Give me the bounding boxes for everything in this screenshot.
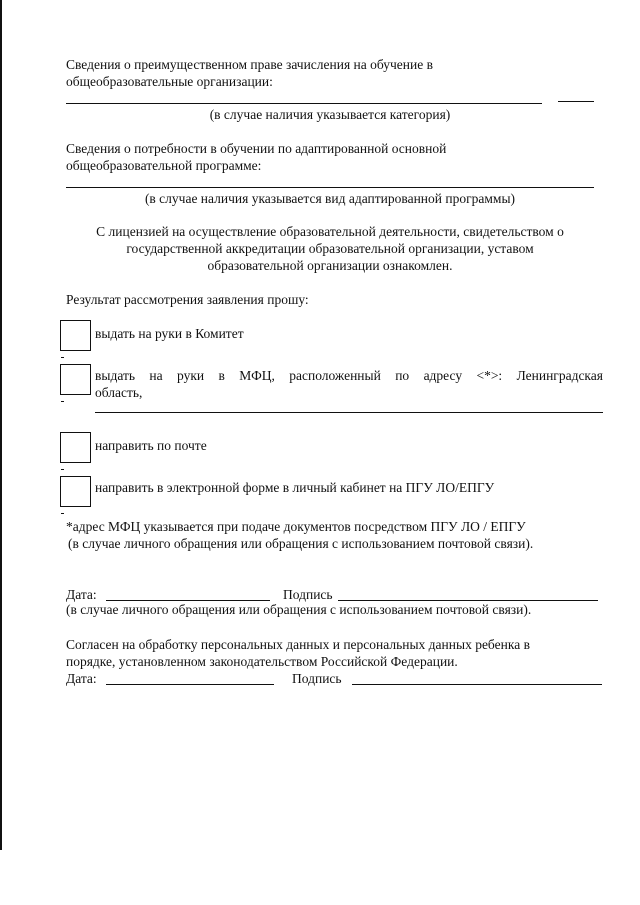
license-line3: образовательной организации ознакомлен. xyxy=(207,258,453,273)
scan-edge xyxy=(0,0,2,850)
adapted-program-heading-line1: Сведения о потребности в обучении по адаптированной основной xyxy=(66,141,447,156)
mfc-note-line1: *адрес МФЦ указывается при подаче документов посредством ПГУ ЛО / ЕПГУ xyxy=(66,519,526,534)
signature-label-2: Подпись xyxy=(292,671,342,686)
date-label-1: Дата: xyxy=(66,587,97,602)
option-electronic-label: направить в электронной форме в личный кабинет на ПГУ ЛО/ЕПГУ xyxy=(95,480,495,495)
option-mail-label: направить по почте xyxy=(95,438,207,453)
adapted-program-input-line[interactable] xyxy=(66,187,594,188)
date-input-line-2[interactable] xyxy=(106,684,274,685)
option-committee-label: выдать на руки в Комитет xyxy=(95,326,244,341)
option-mfc-label-line1: выдать на руки в МФЦ, расположенный по адресу <*>: Ленинградская xyxy=(95,368,603,383)
option-committee-checkbox[interactable] xyxy=(60,320,91,351)
date-label-2: Дата: xyxy=(66,671,97,686)
preference-input-line[interactable] xyxy=(66,103,542,104)
adapted-program-heading-line2: общеобразовательной программе: xyxy=(66,158,262,173)
consent-line2: порядке, установленном законодательством Российской Федерации. xyxy=(66,654,458,669)
signature-label-1: Подпись xyxy=(283,587,333,602)
mfc-address-input-line[interactable] xyxy=(95,412,603,413)
signature-caption-1: (в случае личного обращения или обращения с использованием почтовой связи). xyxy=(66,602,532,617)
license-line1: С лицензией на осуществление образовательной деятельности, свидетельством о xyxy=(96,224,564,239)
preference-caption: (в случае наличия указывается категория) xyxy=(209,107,451,122)
preference-heading-line2: общеобразовательные организации: xyxy=(66,74,273,89)
result-heading: Результат рассмотрения заявления прошу: xyxy=(66,292,309,307)
signature-input-line-2[interactable] xyxy=(352,684,602,685)
mfc-note-line2: (в случае личного обращения или обращения с использованием почтовой связи). xyxy=(68,536,534,551)
option-mfc-checkbox[interactable] xyxy=(60,364,91,395)
preference-input-line-end xyxy=(558,101,594,102)
consent-line1: Согласен на обработку персональных данных и персональных данных ребенка в xyxy=(66,637,530,652)
adapted-program-caption: (в случае наличия указывается вид адаптированной программы) xyxy=(144,191,516,206)
option-electronic-checkbox[interactable] xyxy=(60,476,91,507)
preference-heading-line1: Сведения о преимущественном праве зачисления на обучение в xyxy=(66,57,433,72)
license-line2: государственной аккредитации образовательной организации, уставом xyxy=(126,241,534,256)
option-mfc-label-line2: область, xyxy=(95,385,143,400)
option-mail-checkbox[interactable] xyxy=(60,432,91,463)
